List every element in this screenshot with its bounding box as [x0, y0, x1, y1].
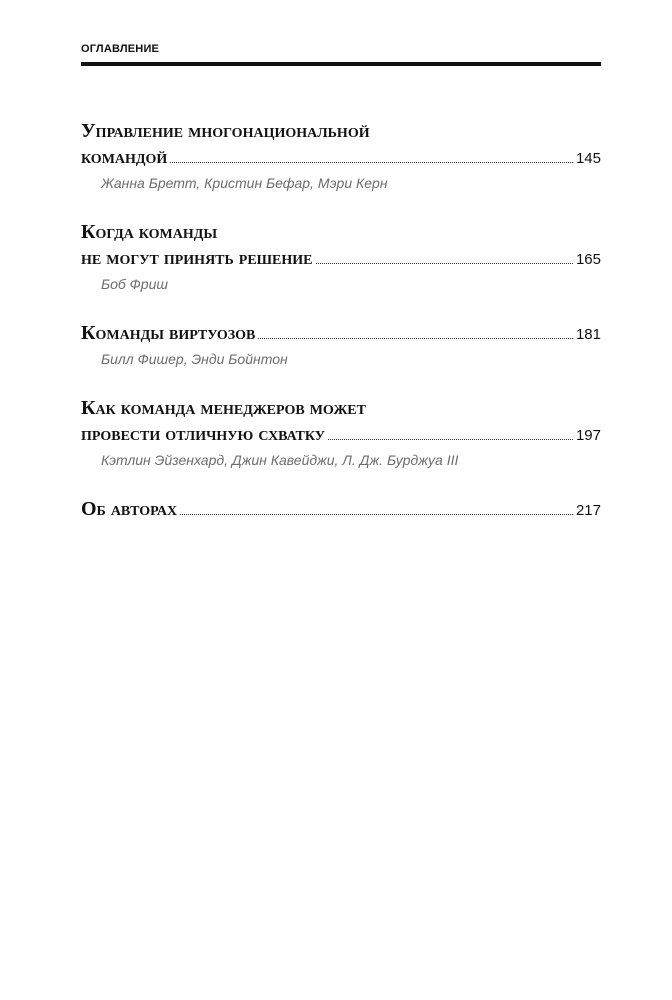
page-number: 217 [575, 502, 601, 519]
dot-leader [180, 513, 573, 515]
toc-authors: Жанна Бретт, Кристин Бефар, Мэри Керн [101, 175, 388, 191]
toc-entry-5[interactable] [81, 496, 601, 524]
toc-title-line: Об авторах [81, 498, 178, 520]
page-number: 197 [575, 427, 601, 444]
toc-authors: Боб Фриш [101, 276, 168, 292]
toc-title-row [81, 320, 601, 348]
toc-title-row [81, 421, 601, 449]
dot-leader [170, 161, 573, 163]
page-number: 181 [575, 326, 601, 343]
table-of-contents [81, 118, 601, 550]
dot-leader [316, 262, 573, 264]
dot-leader [328, 438, 573, 440]
page-number: 165 [575, 251, 601, 268]
toc-title-line: Когда команды [81, 221, 218, 243]
toc-title-row [81, 245, 601, 273]
toc-entry-3[interactable] [81, 320, 601, 369]
section-title: ОГЛАВЛЕНИЕ [81, 43, 160, 55]
toc-title-line: командой [81, 146, 168, 168]
toc-title-line: Как команда менеджеров может [81, 397, 366, 419]
toc-authors: Билл Фишер, Энди Бойнтон [101, 351, 288, 367]
page-header [81, 42, 601, 66]
toc-entry-2[interactable] [81, 219, 601, 294]
toc-title-line: Управление многонациональной [81, 120, 370, 142]
dot-leader [258, 337, 573, 339]
toc-title-line: провести отличную схватку [81, 423, 325, 445]
toc-entry-4[interactable] [81, 395, 601, 470]
toc-title-row [81, 496, 601, 524]
toc-title-line: Команды виртуозов [81, 322, 256, 344]
toc-entry-1[interactable] [81, 118, 601, 193]
toc-title-row [81, 144, 601, 172]
header-rule [81, 62, 601, 66]
page-number: 145 [575, 150, 601, 167]
toc-authors: Кэтлин Эйзенхард, Джин Кавейджи, Л. Дж. Бурджуа III [101, 452, 459, 468]
toc-title-line: не могут принять решение [81, 247, 313, 269]
